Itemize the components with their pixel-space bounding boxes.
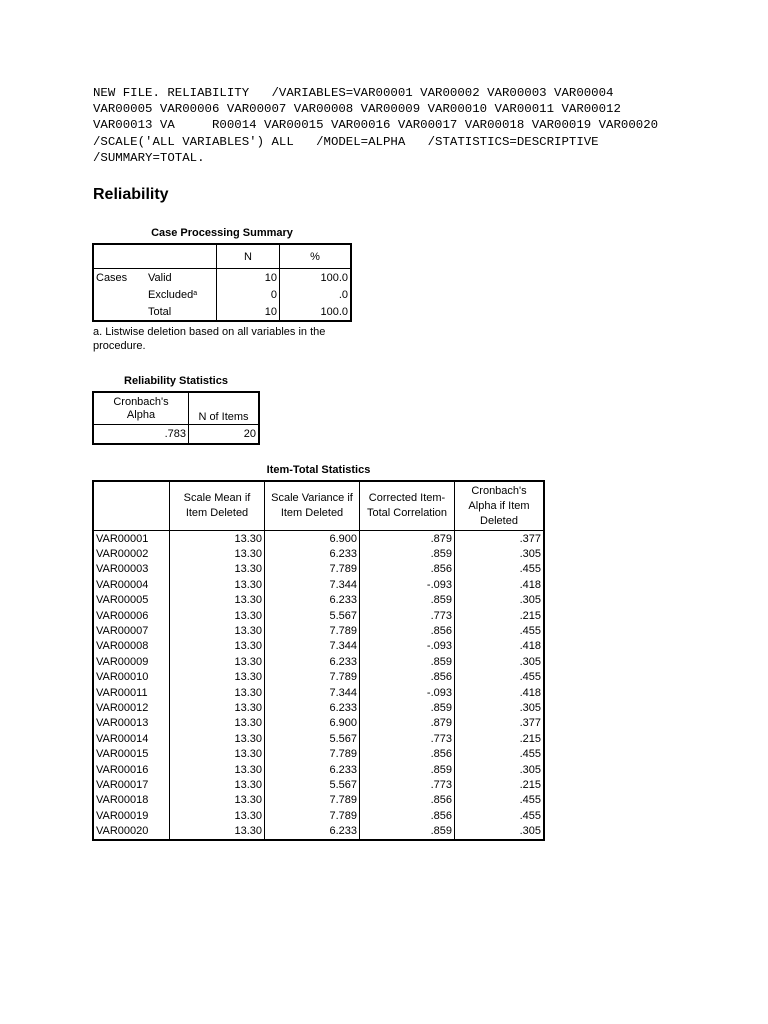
row-group-label: [93, 286, 146, 303]
alpha-deleted-cell: .305: [519, 548, 541, 561]
alpha-deleted-cell: .455: [519, 625, 541, 638]
header-text: Item Deleted: [185, 507, 249, 519]
mean-cell: 13.30: [170, 639, 265, 654]
syntax-line: VAR00005 VAR00006 VAR00007 VAR00008 VAR00009 VAR00010 VAR00011 VAR00012: [93, 102, 621, 117]
table-row: [93, 623, 544, 638]
header-text: Alpha if Item: [468, 499, 530, 512]
footnote-marker: a: [193, 289, 198, 297]
alpha-deleted-cell: .418: [519, 686, 541, 699]
variance-cell: 6.233: [265, 546, 360, 561]
variance-cell: 6.233: [265, 762, 360, 777]
variance-cell: 6.233: [265, 700, 360, 715]
item-name-cell: VAR00015: [93, 746, 170, 761]
item-name-cell: VAR00005: [93, 593, 170, 608]
variance-cell: 7.789: [265, 746, 360, 761]
header-cell: [93, 244, 146, 269]
correlation-cell: .859: [360, 593, 455, 608]
mean-cell: 13.30: [170, 654, 265, 669]
mean-cell: 13.30: [170, 623, 265, 638]
mean-cell: 13.30: [170, 777, 265, 792]
item-name-cell: VAR00018: [93, 793, 170, 808]
table-header-row: [93, 244, 351, 269]
variance-cell: 7.344: [265, 685, 360, 700]
item-name-cell: VAR00012: [93, 700, 170, 715]
variance-cell: 5.567: [265, 731, 360, 746]
correlation-cell: .856: [360, 746, 455, 761]
footnote-line: a. Listwise deletion based on all variables in the: [93, 326, 326, 338]
correlation-cell: .859: [360, 762, 455, 777]
alpha-deleted-cell: .305: [519, 655, 541, 668]
correlation-cell: -.093: [360, 639, 455, 654]
table-row: [93, 654, 544, 669]
mean-cell: 13.30: [170, 793, 265, 808]
item-name-cell: VAR00020: [93, 823, 170, 839]
variance-cell: 6.233: [265, 654, 360, 669]
correlation-cell: .856: [360, 793, 455, 808]
mean-cell: 13.30: [170, 762, 265, 777]
n-cell: 10: [217, 303, 280, 321]
table-row: [93, 531, 544, 547]
mean-cell: 13.30: [170, 608, 265, 623]
table-header-row: [93, 392, 259, 425]
row-label: Total: [146, 303, 217, 321]
table-row: [93, 425, 259, 445]
header-cell-pct: %: [280, 244, 352, 269]
header-cell-alpha: [93, 392, 189, 425]
mean-cell: 13.30: [170, 546, 265, 561]
table-row: [93, 746, 544, 761]
correlation-cell: .859: [360, 700, 455, 715]
item-name-cell: VAR00014: [93, 731, 170, 746]
alpha-deleted-cell: .215: [519, 609, 541, 622]
table-row: [93, 670, 544, 685]
item-name-cell: VAR00010: [93, 670, 170, 685]
variance-cell: 7.789: [265, 562, 360, 577]
variance-cell: 7.789: [265, 623, 360, 638]
variance-cell: 6.233: [265, 823, 360, 839]
alpha-deleted-cell: .455: [519, 809, 541, 822]
header-text: Scale Mean if: [183, 492, 251, 504]
header-cell: [93, 481, 170, 531]
item-total-table: [92, 480, 545, 841]
table-row: [93, 269, 351, 287]
mean-cell: 13.30: [170, 562, 265, 577]
reliability-stats-table: [92, 391, 260, 445]
item-name-cell: VAR00004: [93, 577, 170, 592]
n-cell: 10: [217, 269, 280, 287]
table-row: [93, 793, 544, 808]
header-cell-mean: [170, 481, 265, 531]
item-name-cell: VAR00008: [93, 639, 170, 654]
table-row: [93, 286, 351, 303]
header-cell-correlation: [360, 481, 455, 531]
pct-cell: 100.0: [320, 271, 348, 284]
syntax-line: /SCALE('ALL VARIABLES') ALL /MODEL=ALPHA /STATISTICS=DESCRIPTIVE: [93, 134, 599, 149]
table-header-row: [93, 481, 544, 531]
row-group-label: [93, 303, 146, 321]
pct-cell: .0: [338, 288, 348, 301]
mean-cell: 13.30: [170, 823, 265, 839]
alpha-deleted-cell: .455: [519, 794, 541, 807]
correlation-cell: .773: [360, 608, 455, 623]
alpha-deleted-cell: .377: [519, 717, 541, 730]
item-name-cell: VAR00019: [93, 808, 170, 823]
variance-cell: 7.344: [265, 577, 360, 592]
row-label: [146, 286, 217, 303]
table-row: [93, 562, 544, 577]
item-name-cell: VAR00016: [93, 762, 170, 777]
item-name-cell: VAR00001: [93, 531, 170, 547]
header-cell: [146, 244, 217, 269]
correlation-cell: .773: [360, 731, 455, 746]
variance-cell: 6.900: [265, 531, 360, 547]
correlation-cell: .856: [360, 670, 455, 685]
alpha-cell: .783: [93, 425, 189, 445]
alpha-deleted-cell: .305: [519, 594, 541, 607]
correlation-cell: .773: [360, 777, 455, 792]
mean-cell: 13.30: [170, 808, 265, 823]
alpha-deleted-cell: .305: [519, 701, 541, 714]
alpha-deleted-cell: .305: [519, 825, 541, 838]
variance-cell: 7.789: [265, 670, 360, 685]
mean-cell: 13.30: [170, 716, 265, 731]
table-row: [93, 700, 544, 715]
row-label-text: Excluded: [148, 288, 194, 301]
correlation-cell: .879: [360, 531, 455, 547]
alpha-deleted-cell: .455: [519, 671, 541, 684]
item-name-cell: VAR00017: [93, 777, 170, 792]
correlation-cell: .859: [360, 654, 455, 669]
alpha-deleted-cell: .455: [519, 748, 541, 761]
alpha-deleted-cell: .418: [519, 578, 541, 591]
table-row: [93, 808, 544, 823]
table-row: [93, 593, 544, 608]
n-cell: 0: [217, 286, 280, 303]
table-row: [93, 762, 544, 777]
case-processing-table: [92, 243, 352, 322]
variance-cell: 7.789: [265, 808, 360, 823]
correlation-cell: .879: [360, 716, 455, 731]
variance-cell: 6.900: [265, 716, 360, 731]
case-processing-footnote: [93, 325, 325, 353]
variance-cell: 6.233: [265, 593, 360, 608]
table-row: [93, 823, 544, 839]
header-text: Corrected Item-: [368, 492, 446, 504]
mean-cell: 13.30: [170, 700, 265, 715]
reliability-stats-title: Reliability Statistics: [124, 375, 228, 387]
item-name-cell: VAR00006: [93, 608, 170, 623]
table-row: [93, 303, 351, 321]
correlation-cell: .856: [360, 562, 455, 577]
mean-cell: 13.30: [170, 670, 265, 685]
header-text: Scale Variance if: [271, 492, 353, 504]
header-cell-alpha-deleted: [455, 481, 545, 531]
header-text: Item Deleted: [280, 507, 344, 519]
footnote-line: procedure.: [93, 340, 146, 352]
correlation-cell: .856: [360, 808, 455, 823]
variance-cell: 7.789: [265, 793, 360, 808]
correlation-cell: .859: [360, 823, 455, 839]
alpha-deleted-cell: .418: [519, 640, 541, 653]
header-cell-n: N: [217, 244, 280, 269]
section-heading: Reliability: [93, 186, 169, 203]
item-name-cell: VAR00007: [93, 623, 170, 638]
n-items-cell: 20: [243, 428, 256, 440]
case-processing-title: Case Processing Summary: [151, 227, 293, 239]
item-name-cell: VAR00003: [93, 562, 170, 577]
table-row: [93, 608, 544, 623]
mean-cell: 13.30: [170, 731, 265, 746]
header-text: Deleted: [480, 514, 518, 527]
syntax-line: /SUMMARY=TOTAL.: [93, 150, 205, 165]
item-name-cell: VAR00011: [93, 685, 170, 700]
table-row: [93, 731, 544, 746]
alpha-deleted-cell: .215: [519, 778, 541, 791]
mean-cell: 13.30: [170, 593, 265, 608]
syntax-line: VAR00013 VA R00014 VAR00015 VAR00016 VAR00017 VAR00018 VAR00019 VAR00020: [93, 118, 659, 133]
item-total-title: Item-Total Statistics: [266, 464, 371, 476]
correlation-cell: -.093: [360, 577, 455, 592]
header-text: Total Correlation: [366, 507, 448, 519]
correlation-cell: .856: [360, 623, 455, 638]
header-cell-variance: [265, 481, 360, 531]
header-cell-n-items: N of Items: [189, 392, 260, 425]
item-name-cell: VAR00002: [93, 546, 170, 561]
table-row: [93, 546, 544, 561]
alpha-deleted-cell: .377: [519, 532, 541, 545]
syntax-block: [93, 85, 658, 166]
mean-cell: 13.30: [170, 531, 265, 547]
table-row: [93, 716, 544, 731]
row-label: Valid: [146, 269, 217, 287]
alpha-deleted-cell: .215: [519, 732, 541, 745]
alpha-deleted-cell: .455: [519, 563, 541, 576]
pct-cell: 100.0: [320, 305, 348, 318]
mean-cell: 13.30: [170, 746, 265, 761]
correlation-cell: -.093: [360, 685, 455, 700]
table-row: [93, 577, 544, 592]
row-group-label: Cases: [96, 271, 128, 284]
mean-cell: 13.30: [170, 577, 265, 592]
mean-cell: 13.30: [170, 685, 265, 700]
variance-cell: 5.567: [265, 777, 360, 792]
table-row: [93, 777, 544, 792]
table-row: [93, 639, 544, 654]
correlation-cell: .859: [360, 546, 455, 561]
alpha-deleted-cell: .305: [519, 763, 541, 776]
table-row: [93, 685, 544, 700]
header-text: Cronbach's: [113, 395, 169, 408]
variance-cell: 7.344: [265, 639, 360, 654]
header-text: Alpha: [126, 408, 156, 421]
header-text: Cronbach's: [471, 484, 527, 497]
syntax-line: NEW FILE. RELIABILITY /VARIABLES=VAR00001 VAR00002 VAR00003 VAR00004: [93, 86, 614, 100]
variance-cell: 5.567: [265, 608, 360, 623]
item-name-cell: VAR00013: [93, 716, 170, 731]
item-name-cell: VAR00009: [93, 654, 170, 669]
